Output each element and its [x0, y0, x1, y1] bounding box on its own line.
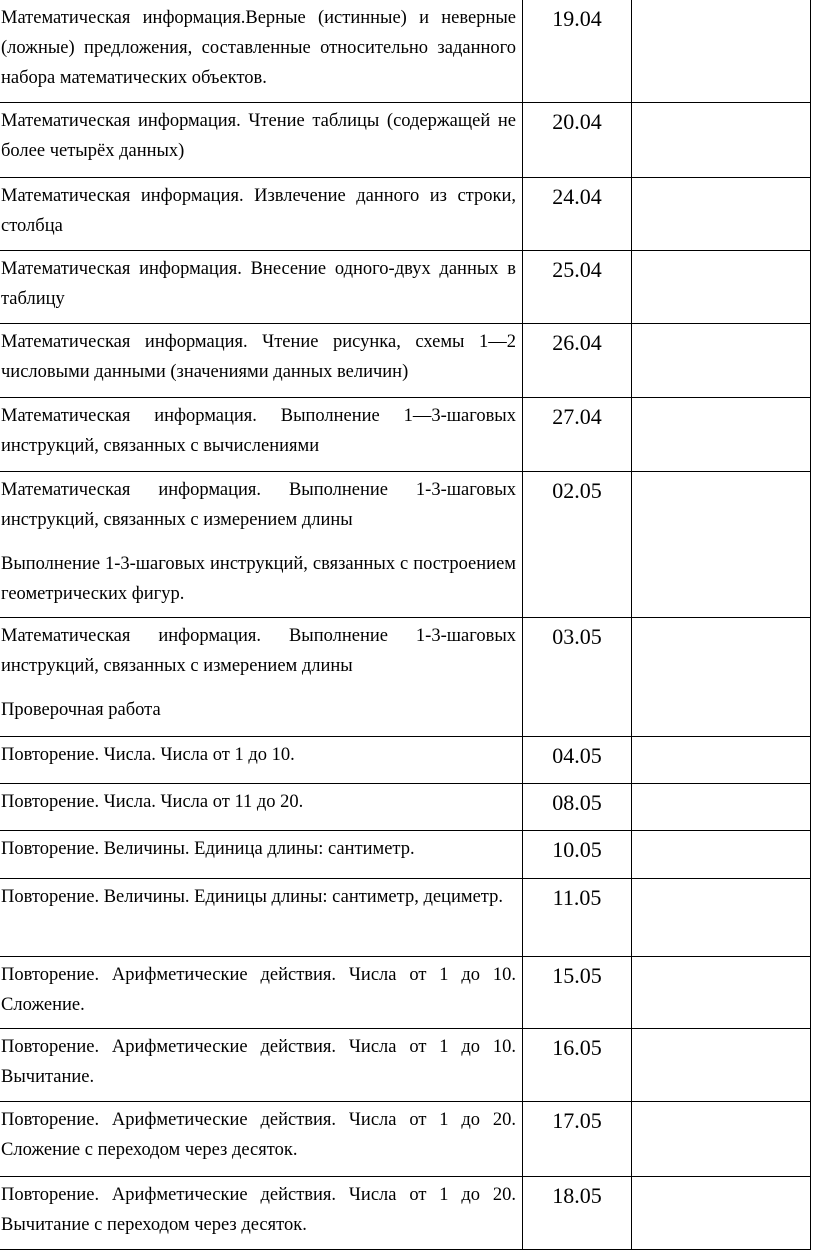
table-row [0, 1176, 811, 1249]
lesson-topic-cell [0, 1028, 523, 1101]
lesson-note-cell [632, 956, 811, 1028]
table-row [0, 1028, 811, 1101]
lesson-date-cell: 18.05 [523, 1176, 632, 1249]
table-row [0, 323, 811, 397]
lesson-topic-text: Математическая информация. Выполнение 1—3-шаговых инструкций, связанных с вычислениями [1, 405, 516, 456]
lesson-note-cell [632, 830, 811, 878]
table-row [0, 250, 811, 323]
lesson-note-cell [632, 397, 811, 471]
lesson-topic-text: Повторение. Арифметические действия. Числа от 1 до 20. Вычитание с переходом через десяток. [1, 1184, 516, 1235]
table-row [0, 471, 811, 617]
table-row [0, 0, 811, 102]
lesson-topic-text: Математическая информация. Внесение одного-двух данных в таблицу [1, 258, 516, 309]
lesson-date-cell: 17.05 [523, 1101, 632, 1176]
lesson-note-cell [632, 323, 811, 397]
lesson-note-cell [632, 250, 811, 323]
table-row [0, 177, 811, 250]
lesson-topic-text: Математическая информация. Чтение таблицы (содержащей не более четырёх данных) [1, 110, 516, 161]
lesson-topic-text: Математическая информация. Выполнение 1-3-шаговых инструкций, связанных с измерением длины [1, 479, 516, 530]
table-row [0, 397, 811, 471]
table-row [0, 830, 811, 878]
lesson-topic-text: Повторение. Числа. Числа от 1 до 10. [1, 744, 295, 765]
lesson-topic-cell [0, 1176, 523, 1249]
lesson-date-cell: 10.05 [523, 830, 632, 878]
table-row [0, 617, 811, 736]
table-row [0, 736, 811, 783]
lesson-date-cell: 26.04 [523, 323, 632, 397]
lesson-note-cell [632, 1101, 811, 1176]
lesson-topic-cell [0, 323, 523, 397]
lesson-date-cell: 16.05 [523, 1028, 632, 1101]
lesson-date-cell: 08.05 [523, 783, 632, 830]
lesson-date-cell: 25.04 [523, 250, 632, 323]
lesson-topic-text: Математическая информация. Чтение рисунка, схемы 1—2 числовыми данными (значениями данных величин) [1, 331, 516, 382]
lesson-topic-cell [0, 878, 523, 956]
lesson-topic-cell [0, 177, 523, 250]
lesson-topic-text: Повторение. Арифметические действия. Числа от 1 до 20. Сложение с переходом через десяток. [1, 1109, 516, 1160]
lesson-date-cell: 24.04 [523, 177, 632, 250]
table-row [0, 783, 811, 830]
table-row [0, 956, 811, 1028]
lesson-date-cell: 03.05 [523, 617, 632, 736]
table-row [0, 1101, 811, 1176]
table-row [0, 878, 811, 956]
lesson-topic-cell [0, 830, 523, 878]
lesson-date-cell: 11.05 [523, 878, 632, 956]
lesson-topic-cell [0, 250, 523, 323]
lesson-topic-cell [0, 956, 523, 1028]
lesson-topic-text: Математическая информация. Выполнение 1-3-шаговых инструкций, связанных с измерением длины [1, 625, 516, 676]
lesson-note-cell [632, 0, 811, 102]
lesson-topic-text: Повторение. Арифметические действия. Числа от 1 до 10. Вычитание. [1, 1036, 516, 1087]
lesson-topic-cell [0, 617, 523, 736]
lesson-note-cell [632, 783, 811, 830]
lesson-topic-text: Математическая информация.Верные (истинные) и неверные (ложные) предложения, составленные относительно заданного набора математических объектов. [1, 8, 516, 88]
lesson-topic-text: Повторение. Арифметические действия. Числа от 1 до 10. Сложение. [1, 964, 516, 1015]
lesson-date-cell: 19.04 [523, 0, 632, 102]
lesson-topic-text: Выполнение 1-3-шаговых инструкций, связанных с построением геометрических фигур. [1, 553, 516, 604]
lesson-date-cell: 02.05 [523, 471, 632, 617]
lesson-note-cell [632, 617, 811, 736]
lesson-note-cell [632, 1176, 811, 1249]
lesson-note-cell [632, 736, 811, 783]
lesson-note-cell [632, 102, 811, 177]
lesson-note-cell [632, 1028, 811, 1101]
lesson-topic-text: Математическая информация. Извлечение данного из строки, столбца [1, 185, 516, 236]
lesson-date-cell: 15.05 [523, 956, 632, 1028]
lesson-note-cell [632, 471, 811, 617]
lesson-note-cell [632, 878, 811, 956]
lesson-topic-text: Повторение. Числа. Числа от 11 до 20. [1, 791, 304, 812]
lesson-topic-cell [0, 783, 523, 830]
lesson-topic-cell [0, 102, 523, 177]
lesson-topic-cell [0, 1101, 523, 1176]
table-row [0, 102, 811, 177]
lesson-topic-text: Повторение. Величины. Единица длины: сантиметр. [1, 838, 415, 859]
lesson-topic-cell [0, 397, 523, 471]
lesson-topic-text: Повторение. Величины. Единицы длины: сантиметр, дециметр. [1, 886, 503, 907]
lesson-topic-cell [0, 0, 523, 102]
lesson-date-cell: 20.04 [523, 102, 632, 177]
lesson-topic-text: Проверочная работа [1, 699, 161, 720]
lesson-note-cell [632, 177, 811, 250]
lesson-date-cell: 04.05 [523, 736, 632, 783]
lesson-topic-cell [0, 736, 523, 783]
lesson-date-cell: 27.04 [523, 397, 632, 471]
lesson-topic-cell [0, 471, 523, 617]
